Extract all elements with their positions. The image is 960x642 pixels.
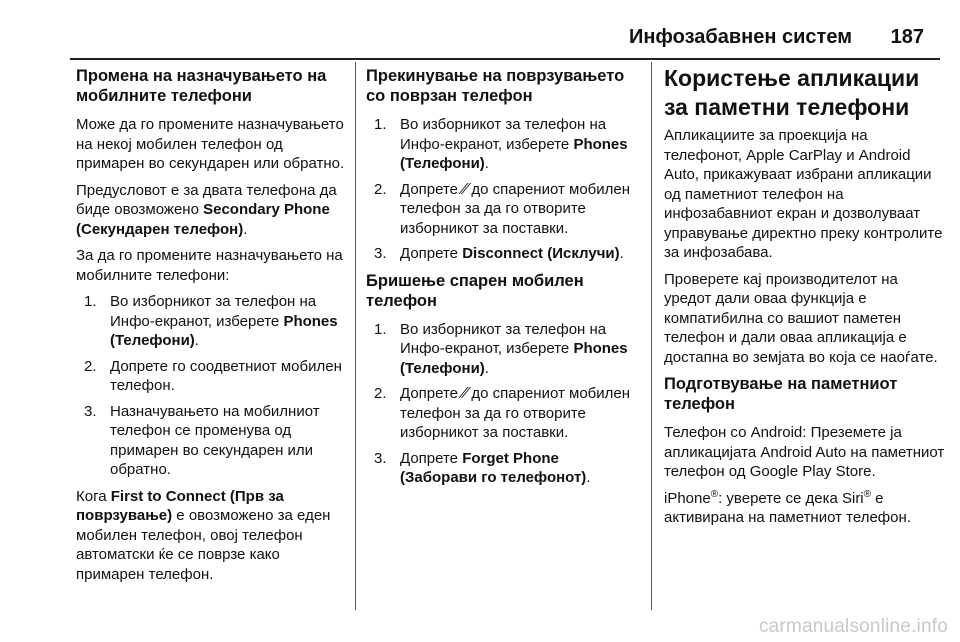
page-header-title: Инфозабавнен систем [628, 26, 852, 48]
section-heading-delete-paired: Бришење спарен мобилен телефон [366, 271, 584, 310]
section-heading-change-assignment: Промена на назначувањето на мобилните телефони [76, 67, 327, 105]
step-item: 1. Во изборникот за телефон на Инфо-екранот, изберете Phones (Телефони). [84, 293, 338, 349]
column-left [76, 64, 346, 591]
setting-secondary-phone: Secondary Phone (Секундарен телефон) [76, 201, 330, 238]
paragraph-precondition: Предусловот е за двата телефона да биде овозможено Secondary Phone (Секундарен телефон). [76, 181, 337, 238]
page-number: 187 [890, 26, 924, 48]
section-heading-disconnect: Прекинување на поврзувањето со поврзан телефон [366, 67, 625, 105]
step-item: 2. Допрете ⁄⁄ до спарениот мобилен телефон за да го отворите изборникот за поставки. [374, 179, 631, 237]
steps-list-change-assignment [76, 292, 346, 480]
chapter-title-smartphone-apps: Користење апликации за паметни телефони [664, 65, 920, 120]
column-divider-1 [355, 62, 356, 610]
column-divider-2 [651, 62, 652, 610]
pencil-icon: ⁄⁄ [462, 384, 468, 402]
step-item: 2. Допрете ⁄⁄ до спарениот мобилен телефон за да го отворите изборникот за поставки. [374, 384, 631, 441]
step-item: 2. Допрете го соодветниот мобилен телефон. [84, 357, 342, 394]
watermark: carmanualsonline.info [758, 616, 948, 637]
page-header [70, 0, 940, 60]
paragraph-projection: Апликациите за проекција на телефонот, Apple CarPlay и Android Auto, прикажуваат избрани апликации од паметниот телефон на инфозабавниот екран и дозволуваат управување директно преку контролите за инфозабава. [664, 127, 943, 261]
paragraph-instruction: За да го промените назначувањето на мобилните телефони: [76, 247, 343, 284]
step-item: 3. Допрете Disconnect (Исклучи). [374, 245, 624, 262]
paragraph-android: Телефон со Android: Преземете ја апликацијата Android Auto на паметниот телефон од Google Play Store. [664, 424, 945, 480]
setting-first-to-connect: First to Connect (Прв за поврзување) [76, 487, 284, 524]
step-item: 1. Во изборникот за телефон на Инфо-екранот, изберете Phones (Телефони). [374, 320, 628, 377]
paragraph-intro: Може да го промените назначувањето на некој мобилен телефон од примарен во секундарен или обратно. [76, 116, 345, 172]
column-middle [366, 64, 636, 495]
paragraph-first-to-connect: Кога First to Connect (Прв за поврзување) е овозможено за еден мобилен телефон, овој телефон автоматски ќе се поврзе како примарен телефон. [76, 487, 331, 583]
paragraph-compatibility: Проверете кај производителот на уредот дали оваа функција е компатибилна со вашиот паметен телефон и дали оваа апликација е достапна во земјата во која се наоѓате. [664, 270, 938, 366]
column-right [664, 64, 946, 535]
step-item: 3. Назначувањето на мобилниот телефон се променува од примарен во секундарен или обратно. [84, 402, 320, 478]
steps-list-delete [366, 320, 636, 488]
paragraph-iphone: iPhone®: уверете се дека Siri® е активирана на паметниот телефон. [664, 488, 911, 526]
pencil-icon: ⁄⁄ [462, 179, 468, 198]
section-heading-prepare-phone: Подготвување на паметниот телефон [664, 375, 898, 413]
step-item: 1. Во изборникот за телефон на Инфо-екранот, изберете Phones (Телефони). [374, 116, 628, 172]
step-item: 3. Допрете Forget Phone (Заборави го телефонот). [374, 449, 591, 486]
steps-list-disconnect [366, 115, 636, 264]
